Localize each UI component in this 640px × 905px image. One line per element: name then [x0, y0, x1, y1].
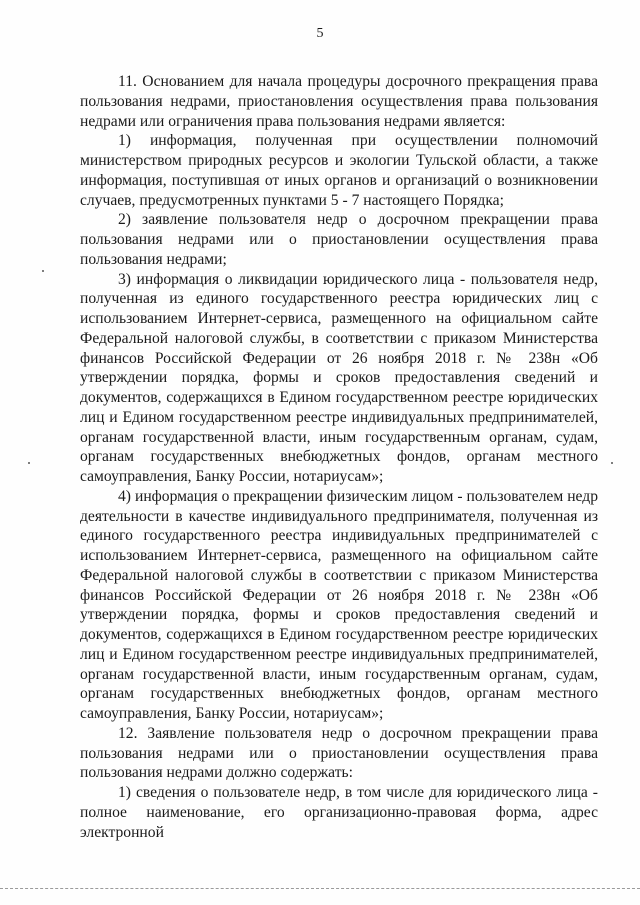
paragraph-11-item-1: 1) информация, полученная при осуществлении полномочий министерством природных ресурсов и экологии Тульской области, а также информация, поступившая от иных органов и организаций о возникновении случаев, предусмотренных пунктами 5 - 7 настоящего Порядка;	[80, 132, 598, 209]
paragraph-11-item-4: 4) информация о прекращении физическим лицом - пользователем недр деятельности в качестве индивидуального предпринимателя, полученная из единого государственного реестра индивидуальных предпринимателей с использованием Интернет-сервиса, размещенного на официальном сайте Федеральной налоговой службы в соответствии с приказом Министерства финансов Российской Федерации от 26 ноября 2018 г. № 238н «Об утверждении порядка, формы и сроков предоставления сведений и документов, содержащихся в Едином государственном реестре юридических лиц и Едином государственном реестре индивидуальных предпринимателей, органам государственной власти, иным государственным органам, судам, органам государственных внебюджетных фондов, органам местного самоуправления, Банку России, нотариусам»;	[80, 487, 598, 722]
document-body	[80, 72, 598, 842]
paragraph-12: 12. Заявление пользователя недр о досрочном прекращении права пользования недрами или о приостановлении осуществления права пользования недрами должно содержать:	[80, 724, 598, 782]
paragraph-11-item-3: 3) информация о ликвидации юридического лица - пользователя недр, полученная из единого государственного реестра юридических лиц с использованием Интернет-сервиса, размещенного на официальном сайте Федеральной налоговой службы, в соответствии с приказом Министерства финансов Российской Федерации от 26 ноября 2018 г. № 238н «Об утверждении порядка, формы и сроков предоставления сведений и документов, содержащихся в Едином государственном реестре юридических лиц и Едином государственном реестре индивидуальных предпринимателей, органам государственной власти, иным государственным органам, судам, органам государственных внебюджетных фондов, органам местного самоуправления, Банку России, нотариусам»;	[80, 270, 598, 485]
paragraph-11: 11. Основанием для начала процедуры досрочного прекращения права пользования недрами, приостановления осуществления права пользования недрами или ограничения права пользования недрами является:	[80, 73, 598, 130]
paragraph-12-item-1: 1) сведения о пользователе недр, в том числе для юридического лица - полное наименование, его организационно-правовая форма, адрес электронной	[80, 784, 598, 841]
page-number: 5	[316, 26, 324, 41]
scan-speck	[611, 462, 613, 464]
scan-speck	[42, 270, 44, 272]
scan-speck	[28, 462, 30, 464]
paragraph-11-item-2: 2) заявление пользователя недр о досрочном прекращении права пользования недрами или о приостановлении осуществления права пользования недрами;	[80, 211, 598, 268]
scan-edge-line	[0, 888, 640, 889]
